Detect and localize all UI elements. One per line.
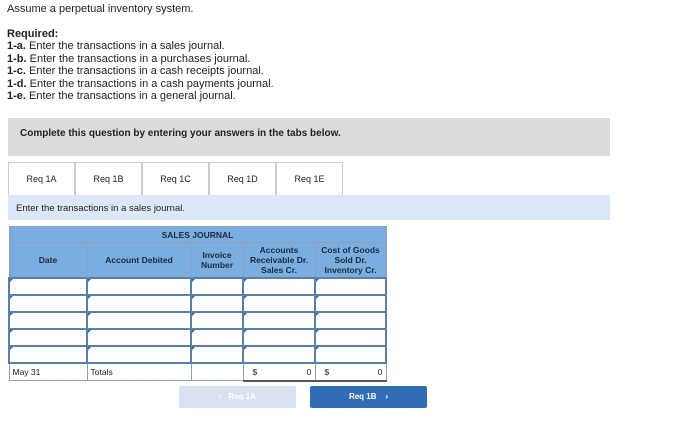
totals-ar: $ 0	[243, 363, 315, 381]
ar-input[interactable]	[243, 329, 315, 346]
totals-invoice	[191, 363, 243, 381]
invoice-input[interactable]	[191, 312, 243, 329]
ar-input[interactable]	[243, 346, 315, 363]
date-input[interactable]	[9, 278, 87, 295]
totals-row	[9, 363, 386, 381]
requirements-list	[7, 40, 274, 103]
journal-row	[9, 278, 386, 295]
requirement: 1-c. Enter the transactions in a cash receipts journal.	[7, 65, 264, 77]
next-button[interactable]: Req 1B ›	[310, 386, 427, 408]
requirement: 1-b. Enter the transactions in a purchases journal.	[7, 52, 251, 65]
tab-req-1e[interactable]: Req 1E	[276, 162, 343, 195]
account-input[interactable]	[87, 329, 191, 346]
invoice-input[interactable]	[191, 329, 243, 346]
tab-req-1b[interactable]: Req 1B	[75, 162, 142, 195]
chevron-right-icon: ›	[385, 392, 389, 401]
tab-req-1d[interactable]: Req 1D	[209, 162, 276, 195]
invoice-input[interactable]	[191, 346, 243, 363]
header-account: Account Debited	[87, 243, 191, 278]
date-input[interactable]	[9, 295, 87, 312]
date-input[interactable]	[9, 346, 87, 363]
account-input[interactable]	[87, 312, 191, 329]
journal-row	[9, 312, 386, 329]
required-label: Required:	[7, 28, 59, 40]
cogs-input[interactable]	[315, 329, 386, 346]
totals-label: Totals	[87, 363, 191, 381]
journal-row	[9, 329, 386, 346]
account-input[interactable]	[87, 278, 191, 295]
sales-journal-table	[8, 226, 387, 382]
date-input[interactable]	[9, 329, 87, 346]
account-input[interactable]	[87, 346, 191, 363]
intro-text: Assume a perpetual inventory system.	[7, 3, 194, 15]
instructions-panel: Complete this question by entering your answers in the tabs below.	[8, 118, 610, 156]
date-input[interactable]	[9, 312, 87, 329]
journal-row	[9, 295, 386, 312]
chevron-left-icon: ‹	[219, 392, 222, 401]
tab-instruction: Enter the transactions in a sales journal.	[8, 195, 610, 220]
account-input[interactable]	[87, 295, 191, 312]
ar-input[interactable]	[243, 295, 315, 312]
invoice-input[interactable]	[191, 295, 243, 312]
requirement: 1-d. Enter the transactions in a cash payments journal.	[7, 77, 274, 90]
ar-input[interactable]	[243, 278, 315, 295]
tab-bar	[8, 162, 343, 195]
cogs-input[interactable]	[315, 278, 386, 295]
header-ar: Accounts Receivable Dr. Sales Cr.	[243, 243, 315, 278]
header-invoice: Invoice Number	[191, 243, 243, 278]
requirement: 1-e. Enter the transactions in a general journal.	[7, 90, 236, 102]
cogs-input[interactable]	[315, 295, 386, 312]
header-date: Date	[9, 243, 87, 278]
cogs-input[interactable]	[315, 312, 386, 329]
header-cogs: Cost of Goods Sold Dr. Inventory Cr.	[315, 243, 386, 278]
tab-req-1a[interactable]: Req 1A	[8, 162, 75, 195]
ar-input[interactable]	[243, 312, 315, 329]
requirement: 1-a. Enter the transactions in a sales journal.	[7, 40, 225, 52]
invoice-input[interactable]	[191, 278, 243, 295]
tab-req-1c[interactable]: Req 1C	[142, 162, 209, 195]
totals-cogs: $ 0	[315, 363, 386, 381]
journal-row	[9, 346, 386, 363]
prev-button[interactable]: ‹ Req 1A	[179, 386, 296, 408]
cogs-input[interactable]	[315, 346, 386, 363]
journal-title: SALES JOURNAL	[9, 227, 386, 243]
totals-date: May 31	[9, 363, 87, 381]
